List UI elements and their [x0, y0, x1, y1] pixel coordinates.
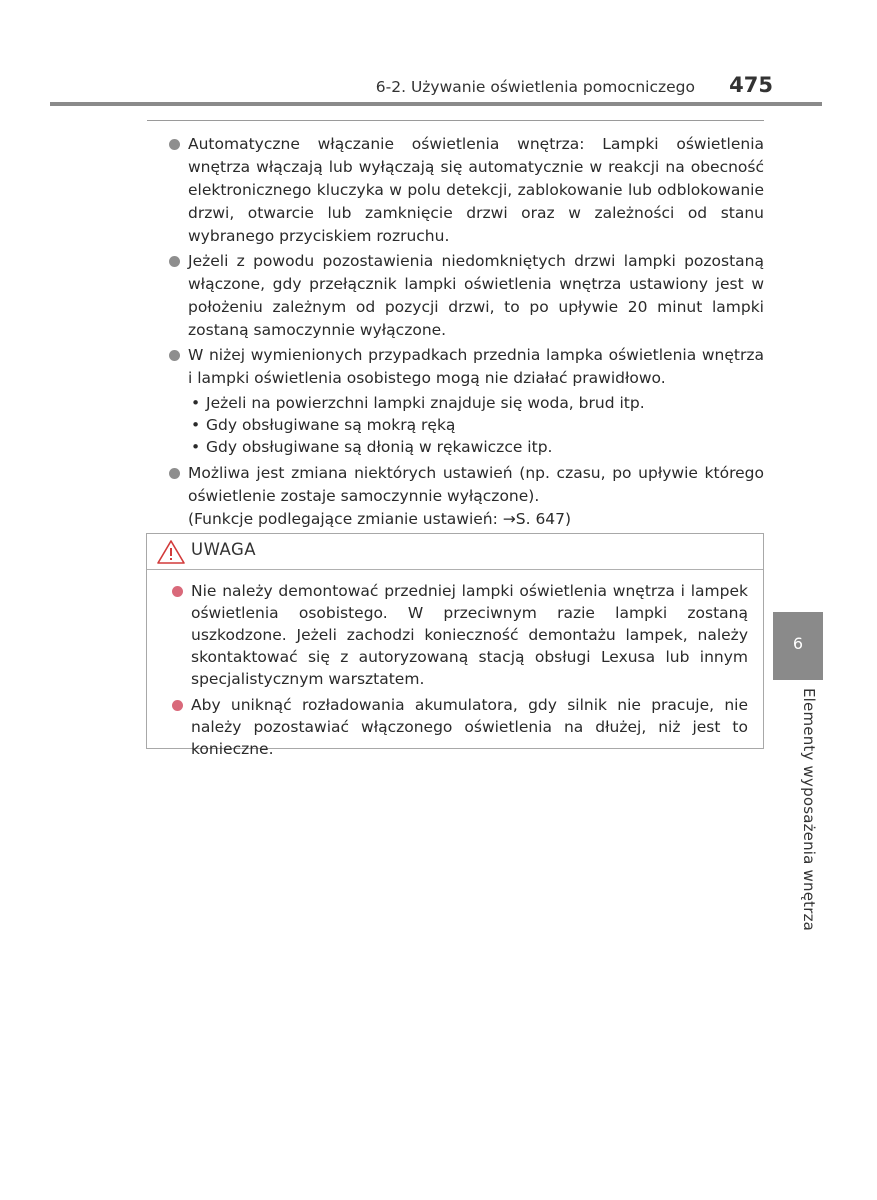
list-item	[168, 462, 764, 531]
list-item	[168, 133, 764, 248]
sub-list-item: • Gdy obsługiwane są dłonią w rękawiczce itp.	[188, 436, 764, 458]
warning-box	[146, 533, 764, 758]
section-title: 6-2. Używanie oświetlenia pomocniczego	[375, 78, 695, 96]
main-content	[168, 133, 764, 533]
page-header	[0, 0, 877, 110]
bullet-icon	[169, 256, 180, 267]
sub-list-item: • Gdy obsługiwane są mokrą ręką	[188, 414, 764, 436]
warning-body	[171, 580, 748, 764]
sub-list	[188, 392, 764, 458]
list-item	[168, 344, 764, 390]
warning-text: Aby uniknąć rozładowania akumulatora, gdy silnik nie pracuje, nie należy pozostawiać włączonego oświetlenia na dłużej, niż jest to konieczne.	[191, 696, 748, 758]
warning-title: UWAGA	[191, 540, 257, 559]
page-number: 475	[729, 73, 773, 97]
sub-list-item: • Jeżeli na powierzchni lampki znajduje się woda, brud itp.	[188, 392, 764, 414]
warning-text: Nie należy demontować przedniej lampki oświetlenia wnętrza i lampek oświetlenia osobistego. W przeciwnym razie lampki zostaną uszkodzone. Jeżeli zachodzi konieczność demontażu lampek, należy skontaktować się z autoryzowaną stacją obsługi Lexusa lub innym specjalistycznym warsztatem.	[191, 582, 748, 688]
chapter-label: Elementy wyposażenia wnętrza	[800, 688, 818, 932]
bullet-icon	[169, 468, 180, 479]
paragraph-text: Możliwa jest zmiana niektórych ustawień (np. czasu, po upływie którego oświetlenie zostaje samoczynnie wyłączone).	[188, 464, 764, 505]
red-bullet-icon	[172, 700, 183, 711]
paragraph-text: Jeżeli z powodu pozostawienia niedomkniętych drzwi lampki pozostaną włączone, gdy przełącznik lampki oświetlenia wnętrza ustawiony jest w położeniu zależnym od pozycji drzwi, to po upływie 20 minut lampki zostaną samoczynnie wyłączone.	[188, 252, 764, 339]
paragraph-text: W niżej wymienionych przypadkach przednia lampka oświetlenia wnętrza i lampki oświetlenia osobistego mogą nie działać prawidłowo.	[188, 346, 764, 387]
warning-triangle-icon	[156, 539, 186, 565]
chapter-number: 6	[792, 634, 804, 653]
paragraph-text: Automatyczne włączanie oświetlenia wnętrza: Lampki oświetlenia wnętrza włączają lub wyłączają się automatycznie w reakcji na obecność elektronicznego kluczyka w polu detekcji, zablokowanie lub odblokowanie drzwi, otwarcie lub zamknięcie drzwi oraz w zależności od stanu wybranego przyciskiem rozruchu.	[188, 135, 764, 245]
page-reference: (Funkcje podlegające zmianie ustawień: →S. 647)	[188, 510, 572, 528]
warning-header	[147, 534, 763, 570]
header-rule	[50, 102, 822, 106]
bullet-icon	[169, 139, 180, 150]
content-divider	[147, 120, 764, 121]
red-bullet-icon	[172, 586, 183, 597]
warning-item	[171, 694, 748, 760]
warning-item	[171, 580, 748, 690]
chapter-tab	[773, 612, 823, 680]
bullet-icon	[169, 350, 180, 361]
list-item	[168, 250, 764, 342]
